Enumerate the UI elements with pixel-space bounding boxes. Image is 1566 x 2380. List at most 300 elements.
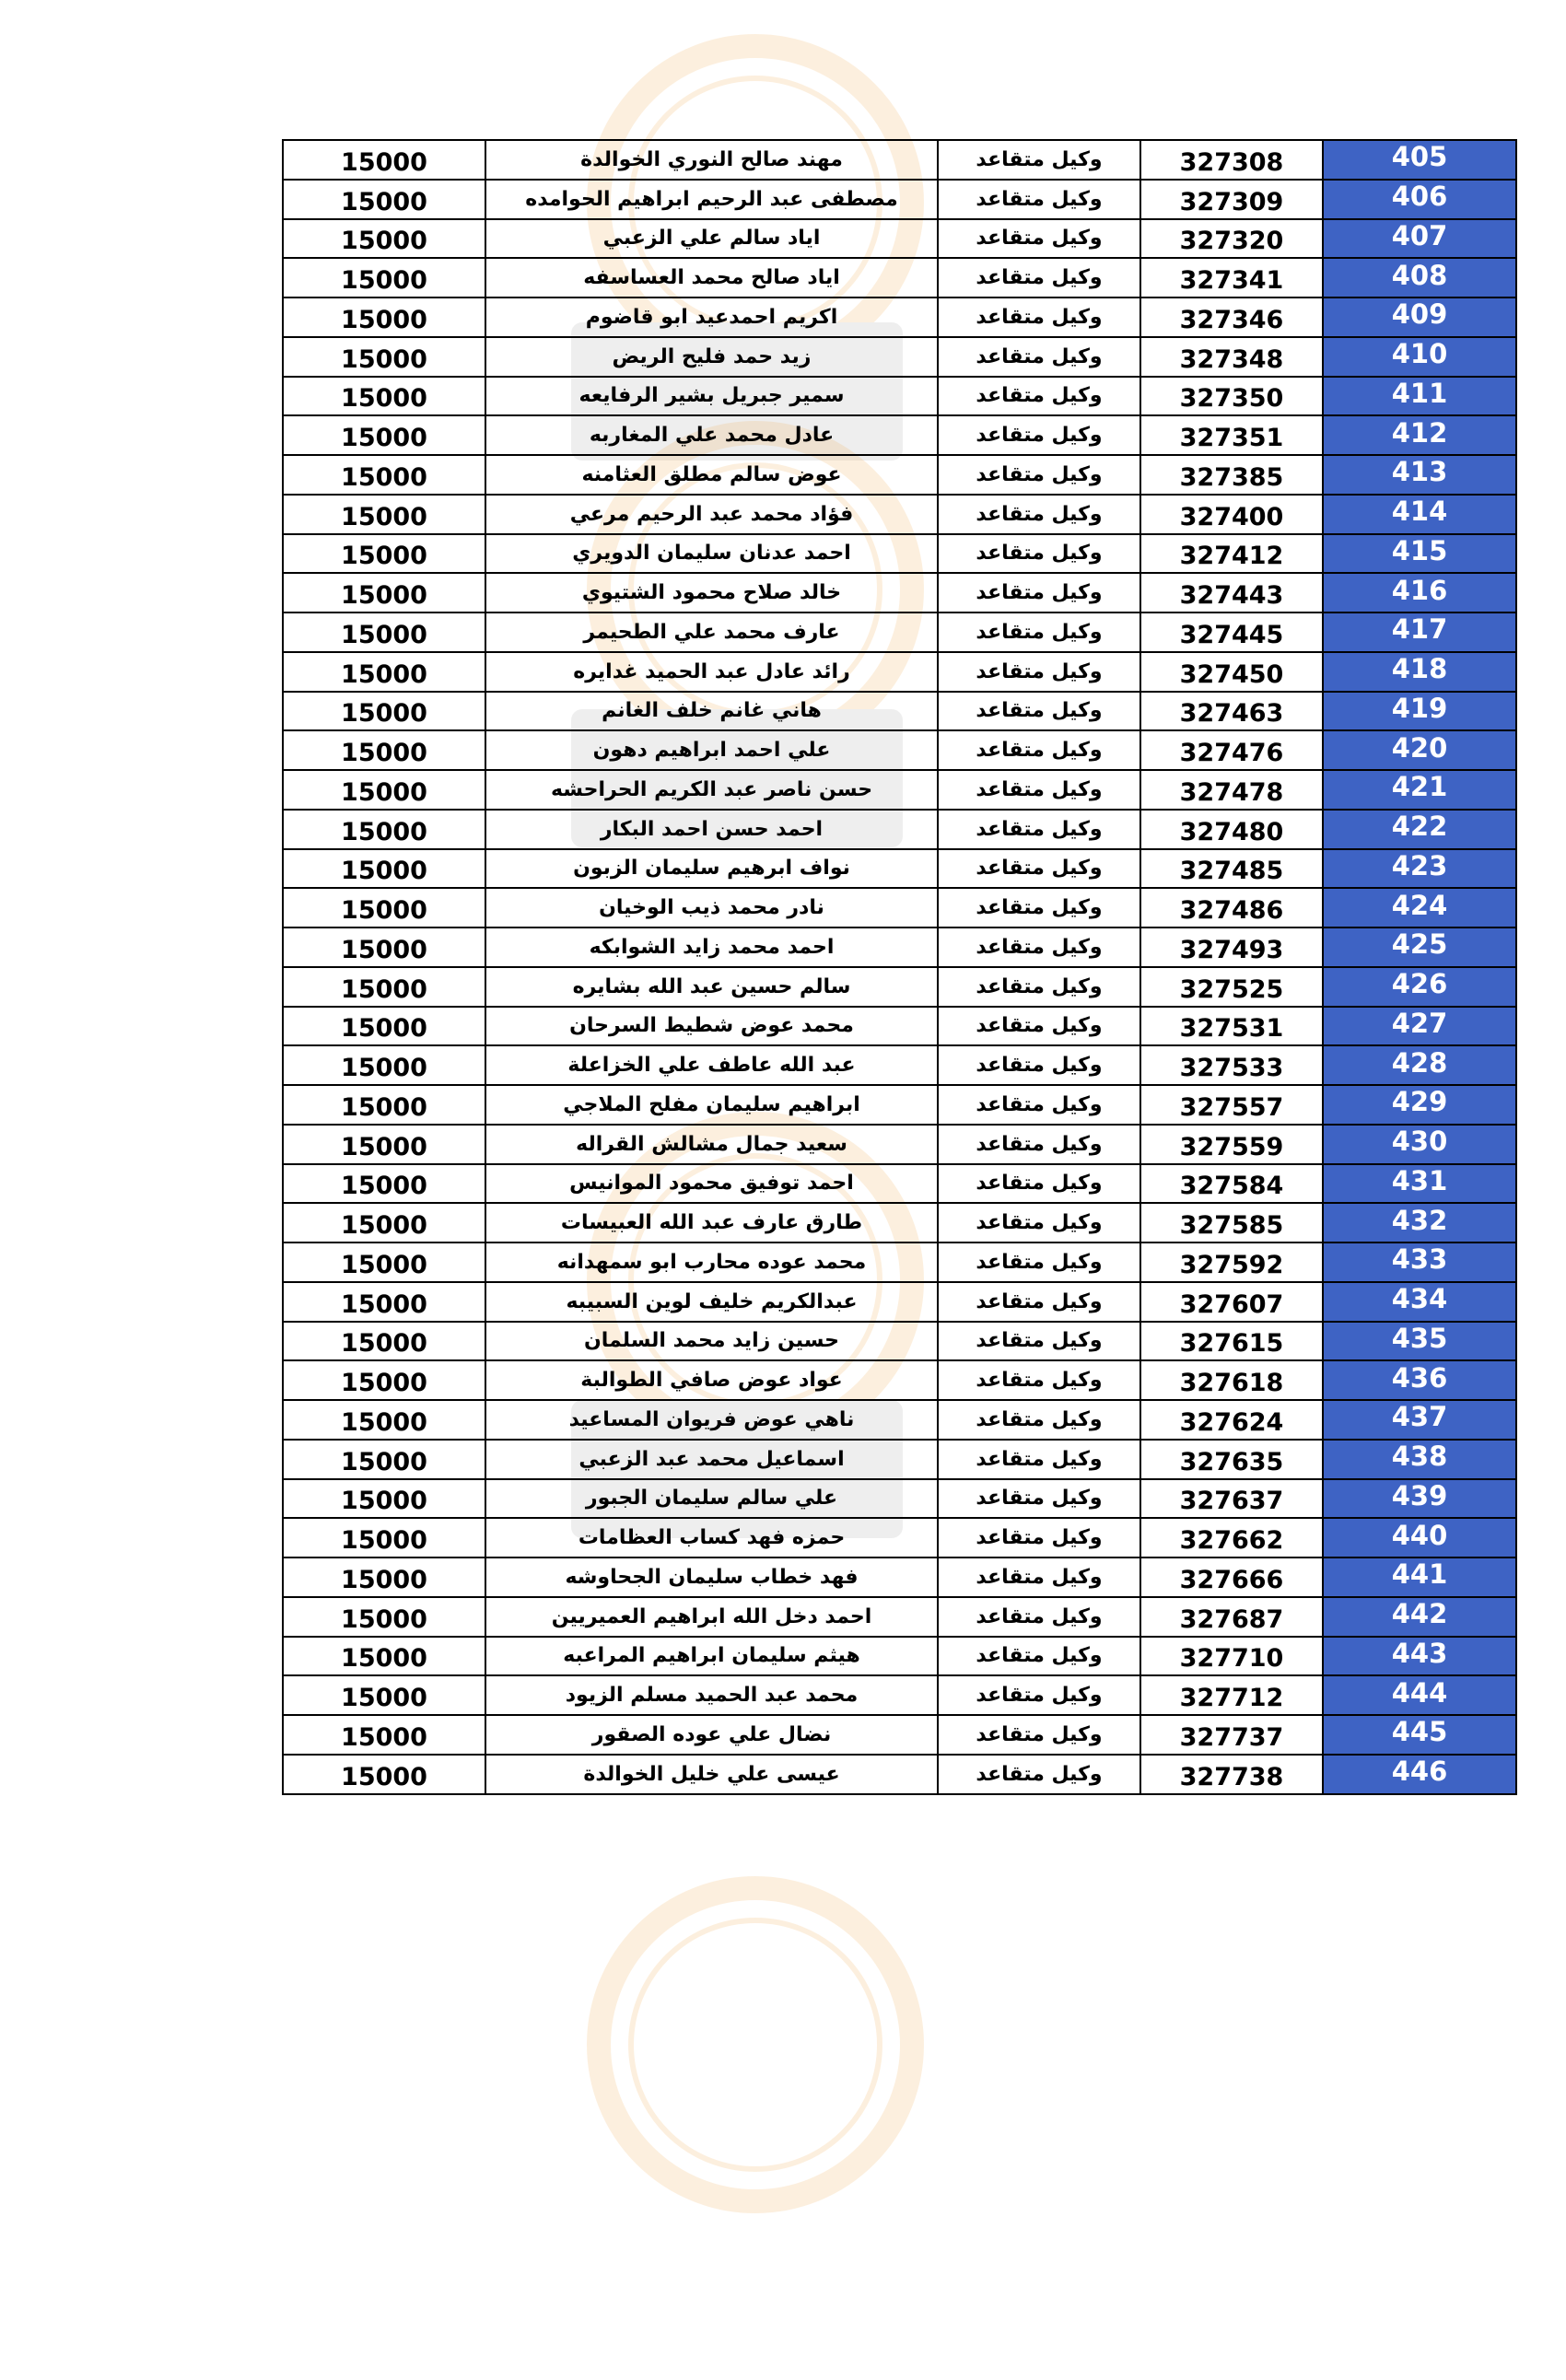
row-number-cell-text: 327348	[1179, 344, 1284, 374]
row-role-cell-text: وكيل متقاعد	[976, 462, 1103, 486]
table-row	[283, 337, 1516, 377]
row-number-cell-text: 327615	[1179, 1329, 1284, 1359]
row-name-cell-text: فؤاد محمد عبد الرحيم مرعي	[569, 502, 854, 526]
row-role-cell	[938, 1518, 1140, 1558]
row-name-cell-text: خالد صلاح محمود الشتيوي	[581, 581, 842, 605]
row-name-cell	[485, 1597, 938, 1637]
row-number-cell	[1140, 888, 1323, 928]
row-name-cell-text: احمد حسن احمد البكار	[600, 817, 824, 841]
row-amount-cell	[283, 337, 485, 377]
row-name-cell	[485, 1242, 938, 1282]
row-role-cell-text: وكيل متقاعد	[976, 1487, 1103, 1511]
row-role-cell	[938, 1715, 1140, 1755]
row-index-cell	[1323, 1085, 1516, 1125]
row-number-cell-text: 327687	[1179, 1604, 1284, 1634]
row-name-cell	[485, 1203, 938, 1242]
row-index-cell	[1323, 1479, 1516, 1519]
row-index-cell	[1323, 1400, 1516, 1440]
row-number-cell	[1140, 1597, 1323, 1637]
row-number-cell	[1140, 1085, 1323, 1125]
row-name-cell-text: عبدالكريم خليف لوين السبيبه	[566, 1289, 858, 1313]
row-index-cell-text: 422	[1391, 811, 1448, 843]
row-amount-cell-text: 15000	[341, 777, 427, 807]
table-row	[283, 1715, 1516, 1755]
row-number-cell-text: 327710	[1179, 1644, 1284, 1674]
row-name-cell	[485, 849, 938, 889]
row-role-cell-text: وكيل متقاعد	[976, 935, 1103, 959]
row-name-cell	[485, 495, 938, 534]
row-amount-cell-text: 15000	[341, 581, 427, 611]
row-role-cell	[938, 1322, 1140, 1361]
row-index-cell-text: 419	[1391, 692, 1448, 724]
row-number-cell	[1140, 1479, 1323, 1519]
row-role-cell	[938, 1400, 1140, 1440]
row-index-cell	[1323, 810, 1516, 849]
row-role-cell-text: وكيل متقاعد	[976, 699, 1103, 723]
row-index-cell	[1323, 1755, 1516, 1794]
row-role-cell-text: وكيل متقاعد	[976, 1604, 1103, 1628]
row-name-cell-text: هيثم سليمان ابراهيم المراعبه	[563, 1644, 860, 1668]
row-name-cell-text: احمد محمد زايد الشوابكه	[589, 935, 835, 959]
row-number-cell-text: 327480	[1179, 817, 1284, 846]
row-role-cell-text: وكيل متقاعد	[976, 344, 1103, 368]
row-role-cell	[938, 377, 1140, 416]
row-name-cell-text: عواد عوض صافي الطوالبة	[580, 1369, 843, 1393]
row-name-cell-text: اسماعيل محمد عبد الزعبي	[578, 1447, 845, 1471]
row-role-cell	[938, 1675, 1140, 1715]
row-number-cell	[1140, 1322, 1323, 1361]
row-role-cell	[938, 534, 1140, 574]
row-amount-cell-text: 15000	[341, 147, 427, 177]
row-role-cell	[938, 1085, 1140, 1125]
row-role-cell	[938, 770, 1140, 810]
row-number-cell	[1140, 219, 1323, 259]
row-index-cell	[1323, 534, 1516, 574]
row-amount-cell-text: 15000	[341, 1092, 427, 1122]
row-amount-cell	[283, 1085, 485, 1125]
row-number-cell-text: 327559	[1179, 1132, 1284, 1161]
row-number-cell	[1140, 180, 1323, 219]
row-name-cell	[485, 1637, 938, 1676]
row-amount-cell-text: 15000	[341, 305, 427, 334]
row-index-cell-text: 421	[1391, 771, 1448, 803]
row-number-cell	[1140, 1558, 1323, 1597]
row-name-cell	[485, 573, 938, 612]
row-role-cell-text: وكيل متقاعد	[976, 739, 1103, 763]
row-role-cell	[938, 298, 1140, 337]
row-name-cell-text: عادل محمد علي المغاربه	[589, 424, 835, 448]
row-role-cell-text: وكيل متقاعد	[976, 659, 1103, 683]
row-role-cell-text: وكيل متقاعد	[976, 1447, 1103, 1471]
row-number-cell	[1140, 730, 1323, 770]
table-row	[283, 1440, 1516, 1479]
row-number-cell	[1140, 337, 1323, 377]
row-number-cell-text: 327412	[1179, 542, 1284, 571]
row-role-cell	[938, 692, 1140, 731]
row-number-cell-text: 327557	[1179, 1092, 1284, 1122]
row-name-cell	[485, 1755, 938, 1794]
row-name-cell	[485, 1675, 938, 1715]
row-amount-cell	[283, 849, 485, 889]
row-role-cell	[938, 1045, 1140, 1085]
row-amount-cell-text: 15000	[341, 1211, 427, 1241]
row-number-cell-text: 327662	[1179, 1526, 1284, 1556]
row-role-cell	[938, 455, 1140, 495]
row-name-cell-text: سعيد جمال مشالش القراله	[576, 1132, 847, 1156]
row-name-cell	[485, 1400, 938, 1440]
row-amount-cell	[283, 180, 485, 219]
row-amount-cell	[283, 1755, 485, 1794]
row-index-cell	[1323, 1125, 1516, 1164]
row-index-cell	[1323, 770, 1516, 810]
row-role-cell	[938, 415, 1140, 455]
row-role-cell-text: وكيل متقاعد	[976, 1407, 1103, 1431]
row-number-cell	[1140, 495, 1323, 534]
row-number-cell-text: 327443	[1179, 581, 1284, 611]
row-amount-cell	[283, 415, 485, 455]
row-index-cell	[1323, 888, 1516, 928]
row-index-cell-text: 432	[1391, 1204, 1448, 1236]
row-index-cell-text: 434	[1391, 1283, 1448, 1315]
row-role-cell	[938, 1440, 1140, 1479]
row-name-cell-text: احمد دخل الله ابراهيم العميريين	[551, 1604, 872, 1628]
row-amount-cell	[283, 219, 485, 259]
row-amount-cell	[283, 888, 485, 928]
row-amount-cell	[283, 1360, 485, 1400]
row-number-cell-text: 327320	[1179, 227, 1284, 256]
row-number-cell	[1140, 1360, 1323, 1400]
row-name-cell-text: حسين زايد محمد السلمان	[583, 1329, 840, 1353]
row-index-cell-text: 435	[1391, 1322, 1448, 1354]
row-name-cell	[485, 928, 938, 967]
row-amount-cell	[283, 1164, 485, 1204]
row-role-cell	[938, 1242, 1140, 1282]
row-number-cell	[1140, 573, 1323, 612]
row-name-cell-text: عوض سالم مطلق العثامنه	[581, 462, 842, 486]
row-role-cell	[938, 1125, 1140, 1164]
row-number-cell	[1140, 1203, 1323, 1242]
row-role-cell	[938, 219, 1140, 259]
row-amount-cell-text: 15000	[341, 1644, 427, 1674]
row-amount-cell-text: 15000	[341, 1329, 427, 1359]
row-index-cell-text: 431	[1391, 1164, 1448, 1196]
row-name-cell	[485, 219, 938, 259]
row-number-cell	[1140, 1400, 1323, 1440]
row-number-cell	[1140, 1164, 1323, 1204]
table-row	[283, 810, 1516, 849]
row-role-cell	[938, 1360, 1140, 1400]
row-number-cell	[1140, 534, 1323, 574]
row-amount-cell	[283, 258, 485, 298]
row-name-cell-text: مصطفى عبد الرحيم ابراهيم الحوامده	[525, 187, 898, 211]
row-role-cell-text: وكيل متقاعد	[976, 857, 1103, 881]
row-number-cell-text: 327618	[1179, 1369, 1284, 1398]
row-name-cell	[485, 534, 938, 574]
row-name-cell	[485, 1164, 938, 1204]
row-role-cell	[938, 928, 1140, 967]
row-amount-cell-text: 15000	[341, 227, 427, 256]
row-index-cell-text: 430	[1391, 1126, 1448, 1158]
row-number-cell	[1140, 377, 1323, 416]
row-number-cell	[1140, 1282, 1323, 1322]
row-name-cell	[485, 140, 938, 180]
row-index-cell-text: 407	[1391, 219, 1448, 251]
table-row	[283, 1597, 1516, 1637]
row-role-cell	[938, 1007, 1140, 1046]
row-number-cell	[1140, 1518, 1323, 1558]
row-amount-cell	[283, 455, 485, 495]
row-role-cell-text: وكيل متقاعد	[976, 227, 1103, 251]
row-index-cell	[1323, 1203, 1516, 1242]
row-number-cell	[1140, 298, 1323, 337]
row-index-cell	[1323, 337, 1516, 377]
row-index-cell	[1323, 1675, 1516, 1715]
row-amount-cell	[283, 534, 485, 574]
row-amount-cell-text: 15000	[341, 1684, 427, 1713]
row-role-cell	[938, 730, 1140, 770]
row-number-cell-text: 327445	[1179, 620, 1284, 649]
row-amount-cell-text: 15000	[341, 1054, 427, 1083]
row-index-cell-text: 427	[1391, 1007, 1448, 1039]
table-row	[283, 730, 1516, 770]
row-number-cell	[1140, 967, 1323, 1007]
row-amount-cell-text: 15000	[341, 1526, 427, 1556]
row-role-cell	[938, 1282, 1140, 1322]
row-index-cell-text: 410	[1391, 338, 1448, 370]
row-role-cell-text: وكيل متقاعد	[976, 896, 1103, 920]
row-number-cell-text: 327584	[1179, 1172, 1284, 1201]
row-amount-cell-text: 15000	[341, 542, 427, 571]
row-amount-cell	[283, 1322, 485, 1361]
row-index-cell-text: 423	[1391, 849, 1448, 881]
table-row	[283, 455, 1516, 495]
row-number-cell	[1140, 652, 1323, 692]
row-role-cell-text: وكيل متقاعد	[976, 1526, 1103, 1550]
row-role-cell-text: وكيل متقاعد	[976, 777, 1103, 801]
row-index-cell	[1323, 455, 1516, 495]
row-name-cell	[485, 612, 938, 652]
row-role-cell-text: وكيل متقاعد	[976, 1684, 1103, 1708]
row-number-cell-text: 327478	[1179, 777, 1284, 807]
row-name-cell-text: ابراهيم سليمان مفلح الملاجي	[563, 1092, 860, 1116]
row-number-cell-text: 327525	[1179, 974, 1284, 1004]
row-name-cell-text: اياد سالم علي الزعبي	[602, 227, 821, 251]
row-amount-cell-text: 15000	[341, 1407, 427, 1437]
table-row	[283, 258, 1516, 298]
table-row	[283, 1282, 1516, 1322]
row-role-cell	[938, 888, 1140, 928]
row-name-cell	[485, 377, 938, 416]
row-name-cell-text: احمد توفيق محمود الموانيس	[569, 1172, 854, 1196]
row-role-cell-text: وكيل متقاعد	[976, 1369, 1103, 1393]
row-amount-cell-text: 15000	[341, 699, 427, 729]
row-role-cell-text: وكيل متقاعد	[976, 384, 1103, 408]
records-table-body	[283, 140, 1516, 1794]
row-amount-cell-text: 15000	[341, 1132, 427, 1161]
row-number-cell-text: 327463	[1179, 699, 1284, 729]
row-amount-cell	[283, 692, 485, 731]
row-role-cell-text: وكيل متقاعد	[976, 1762, 1103, 1786]
row-index-cell-text: 413	[1391, 456, 1448, 488]
row-amount-cell	[283, 573, 485, 612]
watermark-clock-logo-icon	[479, 1861, 958, 2376]
row-amount-cell-text: 15000	[341, 1447, 427, 1476]
row-name-cell-text: رائد عادل عبد الحميد غدايره	[573, 659, 850, 683]
table-row	[283, 1203, 1516, 1242]
row-name-cell	[485, 1282, 938, 1322]
row-index-cell-text: 433	[1391, 1243, 1448, 1276]
row-name-cell-text: محمد عوض شطيط السرحان	[569, 1014, 854, 1038]
row-number-cell-text: 327400	[1179, 502, 1284, 531]
row-index-cell	[1323, 140, 1516, 180]
row-index-cell	[1323, 1597, 1516, 1637]
row-index-cell	[1323, 1242, 1516, 1282]
row-amount-cell	[283, 1440, 485, 1479]
row-index-cell-text: 412	[1391, 416, 1448, 449]
table-row	[283, 1558, 1516, 1597]
table-row	[283, 534, 1516, 574]
row-number-cell	[1140, 1755, 1323, 1794]
row-name-cell-text: زيد حمد فليح الريض	[612, 344, 812, 368]
table-row	[283, 495, 1516, 534]
row-number-cell	[1140, 928, 1323, 967]
row-role-cell	[938, 1558, 1140, 1597]
row-amount-cell-text: 15000	[341, 1604, 427, 1634]
row-index-cell-text: 429	[1391, 1086, 1448, 1118]
row-name-cell	[485, 415, 938, 455]
row-amount-cell	[283, 1558, 485, 1597]
row-name-cell-text: حمزه فهد كساب العظامات	[578, 1526, 846, 1550]
row-index-cell-text: 418	[1391, 653, 1448, 685]
row-name-cell	[485, 1125, 938, 1164]
row-role-cell	[938, 1203, 1140, 1242]
row-amount-cell-text: 15000	[341, 462, 427, 492]
row-name-cell-text: علي سالم سليمان الجبور	[585, 1487, 838, 1511]
row-amount-cell-text: 15000	[341, 1565, 427, 1594]
table-row	[283, 928, 1516, 967]
row-number-cell	[1140, 1125, 1323, 1164]
row-amount-cell-text: 15000	[341, 344, 427, 374]
row-name-cell	[485, 652, 938, 692]
table-row	[283, 180, 1516, 219]
row-index-cell	[1323, 1715, 1516, 1755]
row-name-cell-text: ناهي عوض فريوان المساعيد	[568, 1407, 855, 1431]
row-role-cell-text: وكيل متقاعد	[976, 1565, 1103, 1589]
row-amount-cell	[283, 928, 485, 967]
row-amount-cell	[283, 1518, 485, 1558]
row-index-cell	[1323, 258, 1516, 298]
table-row	[283, 1400, 1516, 1440]
row-role-cell-text: وكيل متقاعد	[976, 305, 1103, 329]
row-amount-cell	[283, 652, 485, 692]
row-role-cell-text: وكيل متقاعد	[976, 1250, 1103, 1274]
row-index-cell-text: 406	[1391, 181, 1448, 213]
row-name-cell	[485, 692, 938, 731]
row-number-cell-text: 327485	[1179, 857, 1284, 886]
row-role-cell-text: وكيل متقاعد	[976, 1092, 1103, 1116]
row-role-cell-text: وكيل متقاعد	[976, 187, 1103, 211]
row-name-cell-text: عيسى علي خليل الخوالدة	[583, 1762, 840, 1786]
table-row	[283, 1045, 1516, 1085]
row-index-cell-text: 444	[1391, 1676, 1448, 1709]
row-index-cell-text: 409	[1391, 298, 1448, 331]
row-index-cell-text: 425	[1391, 928, 1448, 961]
row-name-cell-text: سمير جبريل بشير الرفايعه	[578, 384, 845, 408]
row-index-cell	[1323, 219, 1516, 259]
row-index-cell-text: 446	[1391, 1756, 1448, 1788]
row-number-cell-text: 327533	[1179, 1054, 1284, 1083]
row-index-cell	[1323, 180, 1516, 219]
row-role-cell-text: وكيل متقاعد	[976, 1722, 1103, 1746]
row-name-cell	[485, 770, 938, 810]
row-index-cell	[1323, 849, 1516, 889]
table-row	[283, 140, 1516, 180]
row-amount-cell-text: 15000	[341, 1289, 427, 1319]
table-row	[283, 415, 1516, 455]
row-name-cell	[485, 1085, 938, 1125]
row-role-cell-text: وكيل متقاعد	[976, 1289, 1103, 1313]
row-index-cell	[1323, 415, 1516, 455]
row-role-cell-text: وكيل متقاعد	[976, 1014, 1103, 1038]
row-index-cell-text: 426	[1391, 968, 1448, 1000]
row-amount-cell	[283, 377, 485, 416]
row-index-cell-text: 405	[1391, 141, 1448, 173]
row-index-cell-text: 428	[1391, 1046, 1448, 1079]
table-row	[283, 1085, 1516, 1125]
row-index-cell-text: 415	[1391, 534, 1448, 566]
row-index-cell	[1323, 377, 1516, 416]
row-amount-cell	[283, 1282, 485, 1322]
row-number-cell-text: 327493	[1179, 935, 1284, 964]
row-amount-cell-text: 15000	[341, 1250, 427, 1279]
row-name-cell-text: احمد عدنان سليمان الدويري	[572, 542, 851, 566]
row-index-cell	[1323, 1164, 1516, 1204]
row-number-cell-text: 327666	[1179, 1565, 1284, 1594]
row-number-cell	[1140, 1637, 1323, 1676]
row-name-cell-text: عبد الله عاطف علي الخزاعلة	[567, 1054, 856, 1078]
table-row	[283, 1637, 1516, 1676]
row-amount-cell	[283, 1242, 485, 1282]
row-number-cell-text: 327712	[1179, 1684, 1284, 1713]
row-number-cell	[1140, 1715, 1323, 1755]
row-name-cell-text: سالم حسين عبد الله بشايره	[572, 974, 851, 998]
table-row	[283, 888, 1516, 928]
row-amount-cell-text: 15000	[341, 974, 427, 1004]
row-number-cell-text: 327341	[1179, 266, 1284, 296]
row-role-cell	[938, 849, 1140, 889]
row-index-cell-text: 417	[1391, 613, 1448, 646]
row-amount-cell	[283, 495, 485, 534]
row-amount-cell-text: 15000	[341, 424, 427, 453]
row-amount-cell-text: 15000	[341, 1369, 427, 1398]
row-number-cell	[1140, 810, 1323, 849]
row-index-cell-text: 408	[1391, 259, 1448, 291]
table-row	[283, 377, 1516, 416]
row-role-cell-text: وكيل متقاعد	[976, 542, 1103, 566]
row-name-cell	[485, 1007, 938, 1046]
table-row	[283, 612, 1516, 652]
row-name-cell	[485, 1045, 938, 1085]
table-row	[283, 219, 1516, 259]
row-role-cell	[938, 1597, 1140, 1637]
row-number-cell-text: 327476	[1179, 739, 1284, 768]
row-index-cell	[1323, 1007, 1516, 1046]
table-row	[283, 967, 1516, 1007]
row-number-cell	[1140, 140, 1323, 180]
row-role-cell	[938, 1637, 1140, 1676]
row-role-cell-text: وكيل متقاعد	[976, 1172, 1103, 1196]
row-index-cell	[1323, 1282, 1516, 1322]
